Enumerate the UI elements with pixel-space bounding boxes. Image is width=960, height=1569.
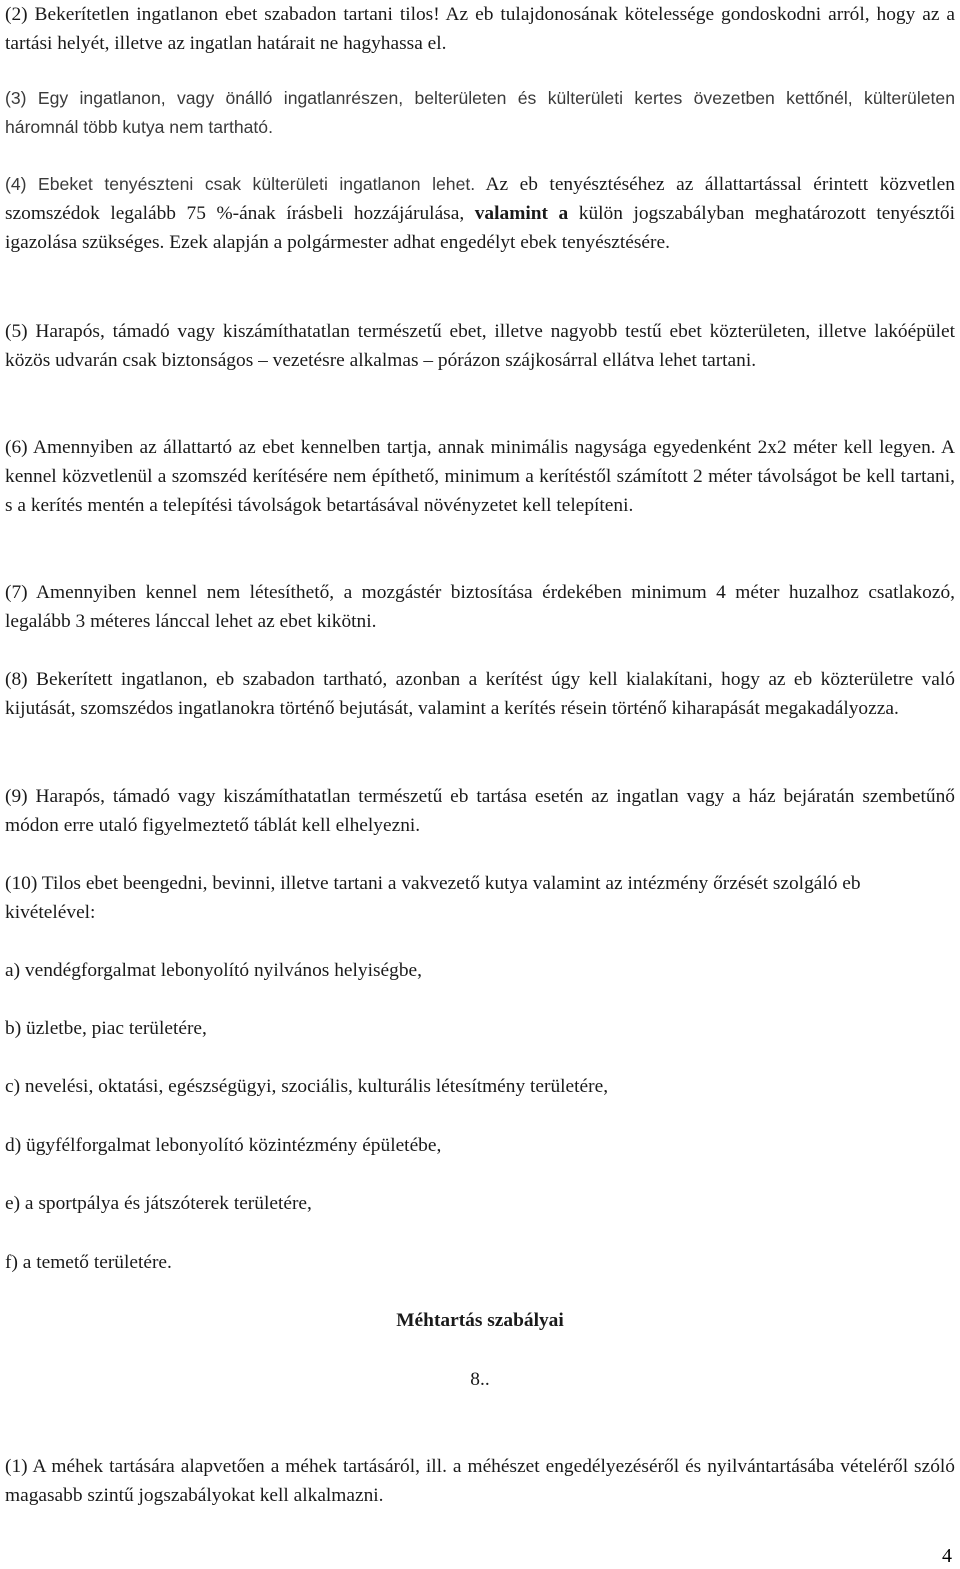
paragraph-10: (10) Tilos ebet beengedni, bevinni, illetve tartani a vakvezető kutya valamint az intézmény őrzését szolgáló eb kivételével: (5, 873, 861, 923)
paragraph-4-text-cont: külön jogszabályban meghatározott tenyésztői igazolása szükséges. (5, 203, 955, 253)
paragraph-2: (2) Bekerítetlen ingatlanon ebet szabadon tartani tilos! Az eb tulajdonosának kötelessége gondoskodni arról, hogy az a tartási helyét, illetve az ingatlan határait ne hagyhassa el. (5, 4, 955, 54)
paragraph-4-text: Az eb tenyésztéséhez az állattartással érintett közvetlen szomszédok legalább 75 %-ának írásbeli hozzájárulása, (5, 174, 955, 224)
paragraph-8: (8) Bekerített ingatlanon, eb szabadon tartható, azonban a kerítést úgy kell kialakítani, hogy az eb közterületre való kijutását, szomszédos ingatlanokra történő bejutását, valamint a kerítés résein történő kiharapását megakadályozza. (5, 669, 955, 719)
section-title: Méhtartás szabályai (396, 1310, 564, 1331)
paragraph-5: (5) Harapós, támadó vagy kiszámíthatatlan természetű ebet, illetve nagyobb testű ebet közterületen, illetve lakóépület közös udvarán csak biztonságos – vezetésre alkalmas – pórázon szájkosárral ellátva lehet tartani. (5, 321, 955, 371)
list-item-a: a) vendégforgalmat lebonyolító nyilvános helyiségbe, (5, 960, 422, 981)
paragraph-6-second: A kennel közvetlenül a szomszéd kerítésére nem építhető, minimum a kerítéstől számított 2 méter távolságot be kell tartani, s a kerítés mentén a telepítési távolságok betartásával növényzetet kell telepíteni. (5, 437, 955, 516)
paragraph-6 (5, 433, 955, 520)
paragraph-4-intro: (4) Ebeket tenyészteni csak külterületi ingatlanon lehet. (5, 174, 476, 194)
list-item-c: c) nevelési, oktatási, egészségügyi, szociális, kulturális létesítmény területére, (5, 1076, 609, 1097)
section-paragraph-1: (1) A méhek tartására alapvetően a méhek tartásáról, ill. a méhészet engedélyezéséről és nyilvántartásába vételéről szóló magasabb szintű jogszabályokat kell alkalmazni. (5, 1456, 955, 1506)
page-number: 4 (942, 1545, 952, 1567)
paragraph-4 (5, 170, 955, 257)
paragraph-4-bold: valamint a (474, 203, 569, 224)
paragraph-9: (9) Harapós, támadó vagy kiszámíthatatlan természetű eb tartása esetén az ingatlan vagy a ház bejáratán szembetűnő módon erre utaló figyelmeztető táblát kell elhelyezni. (5, 786, 955, 836)
paragraph-4-text-end: Ezek alapján a polgármester adhat engedélyt ebek tenyésztésére. (164, 232, 670, 253)
list-item-b: b) üzletbe, piac területére, (5, 1018, 207, 1039)
paragraph-3: (3) Egy ingatlanon, vagy önálló ingatlanrészen, belterületen és külterületi kertes övezetben kettőnél, külterületen háromnál több kutya nem tartható. (5, 88, 955, 137)
paragraph-6-first: (6) Amennyiben az állattartó az ebet kennelben tartja, annak minimális nagysága egyedenként 2x2 méter kell legyen. (5, 437, 936, 458)
list-item-e: e) a sportpálya és játszóterek területére, (5, 1193, 312, 1214)
list-item-f: f) a temető területére. (5, 1252, 172, 1273)
section-number: 8.. (470, 1369, 490, 1390)
paragraph-7: (7) Amennyiben kennel nem létesíthető, a mozgástér biztosítása érdekében minimum 4 méter huzalhoz csatlakozó, legalább 3 méteres lánccal lehet az ebet kikötni. (5, 582, 955, 632)
list-item-d: d) ügyfélforgalmat lebonyolító közintézmény épületébe, (5, 1135, 442, 1156)
